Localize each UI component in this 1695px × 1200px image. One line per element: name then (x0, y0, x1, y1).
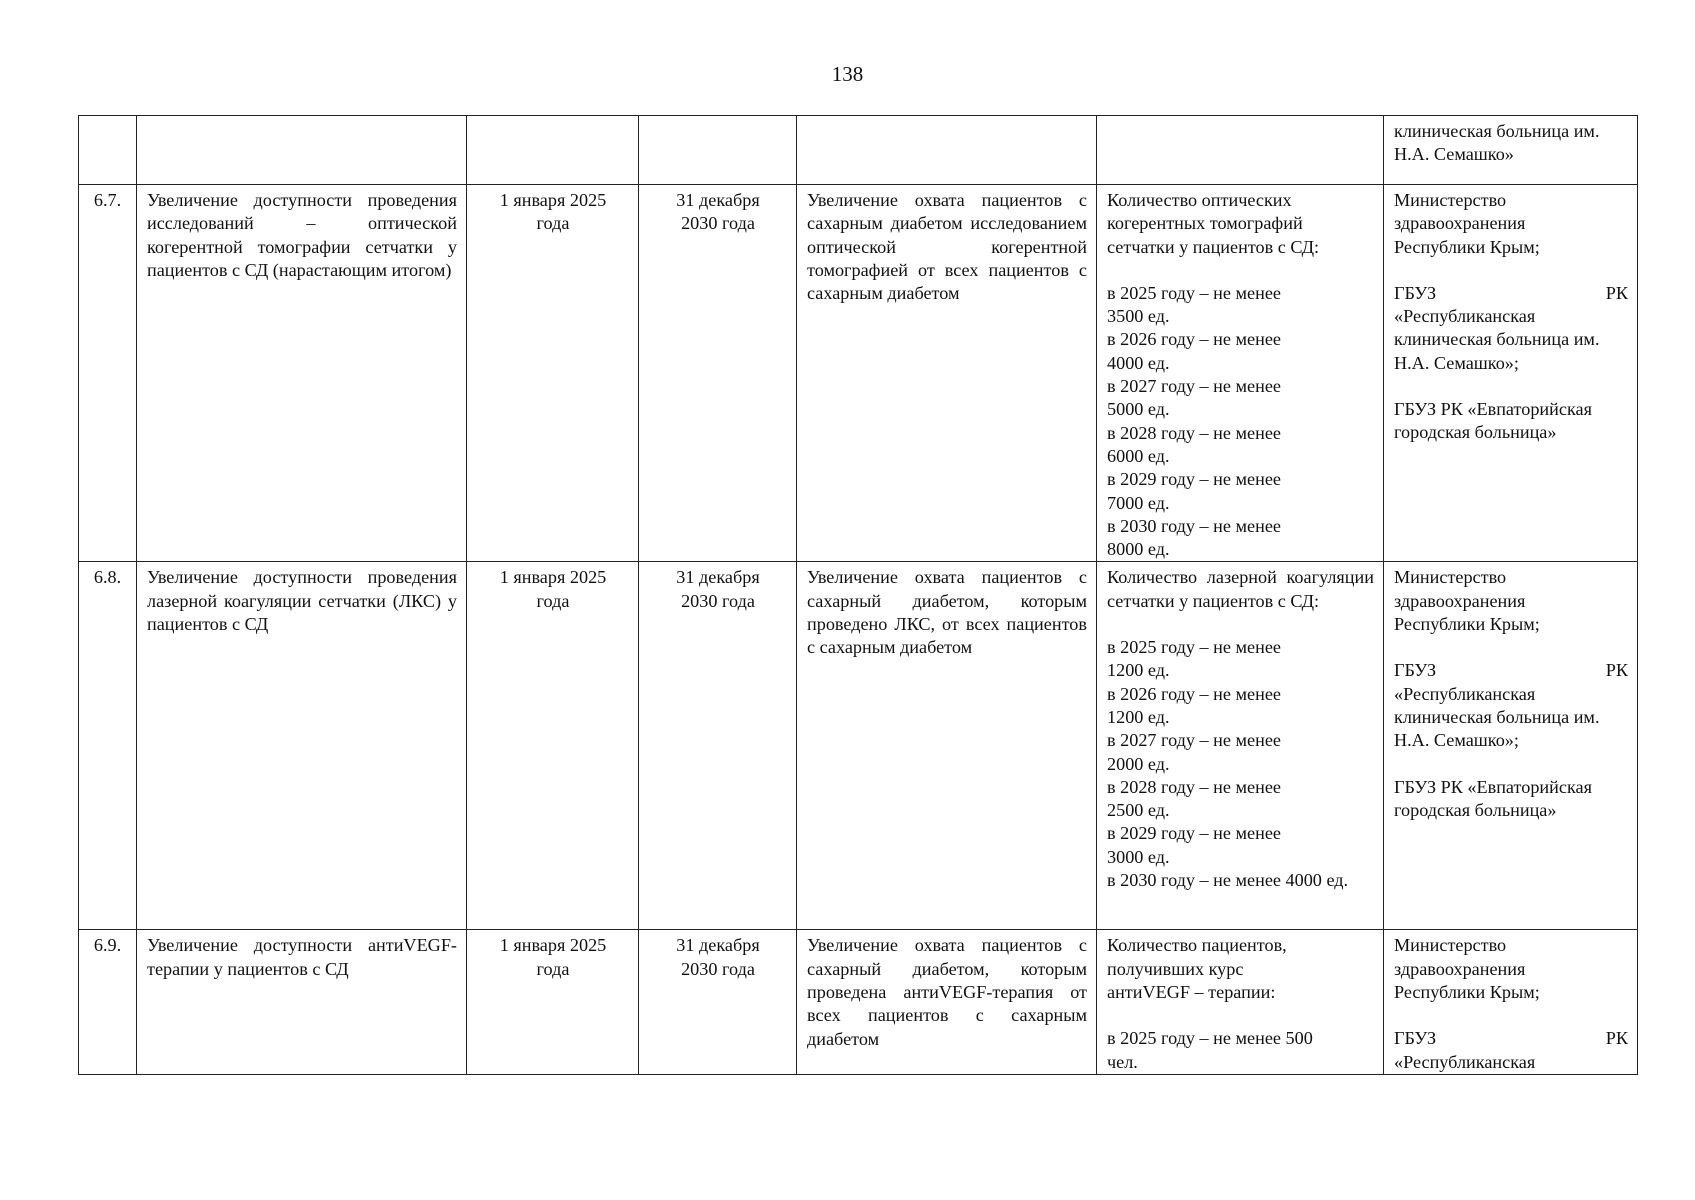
row-number: 6.7. (79, 185, 137, 562)
executor-line: Н.А. Семашко» (1394, 144, 1514, 165)
row-number: 6.9. (79, 930, 137, 1074)
start-date: 1 января 2025 года (467, 562, 639, 930)
table-row (79, 930, 1638, 1074)
cell-end (639, 116, 797, 185)
indicator: Количество лазерной коагуляции сетчатки у пациентов с СД: в 2025 году – не менее 1200 ед. в 2026 году – не менее 1200 ед. в 2027 году – не менее 2000 ед. в 2028 году – не менее 2500 ед. в 2029 году – не менее 3000 ед. в 2030 году – не менее 4000 ед. (1097, 562, 1384, 930)
start-date: 1 января 2025 года (467, 185, 639, 562)
cell-result (797, 116, 1097, 185)
start-date: 1 января 2025 года (467, 930, 639, 1074)
page-number: 138 (831, 62, 864, 86)
row-number: 6.8. (79, 562, 137, 930)
action-text: Увеличение доступности антиVEGF-терапии у пациентов с СД (137, 930, 467, 1074)
table-row (79, 185, 1638, 562)
cell-action (137, 116, 467, 185)
result-text: Увеличение охвата пациентов с сахарным диабетом исследованием оптической когерентной томографией от всех пациентов с сахарным диабетом (797, 185, 1097, 562)
table-row (79, 562, 1638, 930)
end-date: 31 декабря 2030 года (639, 562, 797, 930)
cell-indicator (1097, 116, 1384, 185)
indicator: Количество оптических когерентных томографий сетчатки у пациентов с СД: в 2025 году – не менее 3500 ед. в 2026 году – не менее 4000 ед. в 2027 году – не менее 5000 ед. в 2028 году – не менее 6000 ед. в 2029 году – не менее 7000 ед. в 2030 году – не менее 8000 ед. (1097, 185, 1384, 562)
executors: Министерство здравоохранения Республики Крым; ГБУЗ РК «Республиканская (1384, 930, 1638, 1074)
result-text: Увеличение охвата пациентов с сахарный диабетом, которым проведено ЛКС, от всех пациентов с сахарным диабетом (797, 562, 1097, 930)
indicator: Количество пациентов, получивших курс антиVEGF – терапии: в 2025 году – не менее 500 чел. (1097, 930, 1384, 1074)
end-date: 31 декабря 2030 года (639, 930, 797, 1074)
cell-start (467, 116, 639, 185)
measures-table (78, 115, 1638, 1075)
result-text: Увеличение охвата пациентов с сахарный диабетом, которым проведена антиVEGF-терапия от всех пациентов с сахарным диабетом (797, 930, 1097, 1074)
executors: Министерство здравоохранения Республики Крым; ГБУЗ РК «Республиканская клиническая больница им. Н.А. Семашко»; ГБУЗ РК «Евпаторийская городская больница» (1384, 562, 1638, 930)
cell-num (79, 116, 137, 185)
end-date: 31 декабря 2030 года (639, 185, 797, 562)
action-text: Увеличение доступности проведения лазерной коагуляции сетчатки (ЛКС) у пациентов с СД (137, 562, 467, 930)
cell-executors (1384, 116, 1638, 185)
table-row (79, 116, 1638, 185)
executors: Министерство здравоохранения Республики Крым; ГБУЗ РК «Республиканская клиническая больница им. Н.А. Семашко»; ГБУЗ РК «Евпаторийская городская больница» (1384, 185, 1638, 562)
executor-line: клиническая больница им. (1394, 121, 1600, 141)
action-text: Увеличение доступности проведения исследований – оптической когерентной томографии сетчатки у пациентов с СД (нарастающим итогом) (137, 185, 467, 562)
